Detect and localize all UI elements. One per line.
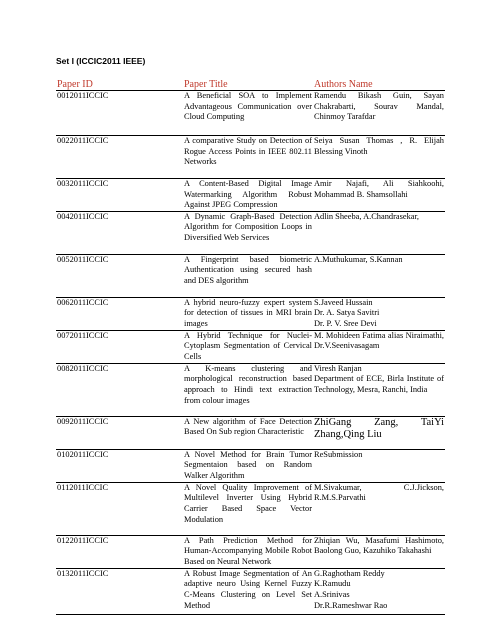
- authors-cell: [313, 211, 445, 254]
- paper-title-cell: A Hybrid Technique for Nuclei-Cytoplasm Segmentation of Cervical Cells: [183, 330, 313, 363]
- author-line: Dr. P. V. Sree Devi: [314, 318, 377, 328]
- authors-cell: [313, 254, 445, 297]
- paper-id-cell: 0102011ICCIC: [56, 449, 183, 482]
- table-row: [56, 330, 445, 363]
- paper-id-cell: 0122011ICCIC: [56, 535, 183, 568]
- author-line: Zhiqian Wu, Masafumi Hashimoto, Baolong Guo, Kazuhiko Takahashi: [314, 535, 444, 556]
- author-line: Viresh Ranjan: [314, 363, 362, 373]
- paper-id-cell: 0092011ICCIC: [56, 416, 183, 449]
- papers-table: [56, 80, 445, 615]
- paper-id-cell: 0112011ICCIC: [56, 482, 183, 535]
- paper-title-cell: A Robust Image Segmentation of An adaptive neuro Using Kernel Fuzzy C-Means Clustering on Level Set Method: [183, 568, 313, 614]
- paper-title-cell: A Beneficial SOA to Implement Advantageous Communication over Cloud Computing: [183, 91, 313, 136]
- author-line: Amir Najafi, Ali Siahkoohi, Mohammad B. Shamsollahi: [314, 179, 444, 199]
- paper-title-cell: A K-means clustering and morphological reconstruction based approach to Hindi text extraction from colour images: [183, 363, 313, 416]
- paper-title-cell: A comparative Study on Detection of Rogue Access Points in IEEE 802.11 Networks: [183, 136, 313, 179]
- paper-title-cell: A hybrid neuro-fuzzy expert system for detection of tissues in MRI brain images: [183, 297, 313, 330]
- paper-title-cell: A New algorithm of Face Detection Based On Sub region Characteristic: [183, 416, 313, 449]
- table-row: [56, 535, 445, 568]
- author-line: Seiya Susan Thomas , R. Elijah Blessing Vinoth: [314, 136, 444, 156]
- table-row: [56, 91, 445, 136]
- authors-cell: [313, 330, 445, 363]
- table-header-row: [56, 80, 445, 91]
- author-line: S.Javeed Hussain: [314, 297, 373, 307]
- table-row: [56, 297, 445, 330]
- table-row: [56, 568, 445, 614]
- table-row: [56, 363, 445, 416]
- paper-id-cell: 0072011ICCIC: [56, 330, 183, 363]
- author-line: Adlin Sheeba, A.Chandrasekar,: [314, 211, 420, 221]
- paper-title-cell: A Path Prediction Method for Human-Accompanying Mobile Robot Based on Neural Network: [183, 535, 313, 568]
- author-line: M. Mohideen Fatima alias Niraimathi, Dr.V.Seenivasagam: [314, 330, 444, 351]
- author-line: G.Raghotham Reddy: [314, 568, 385, 578]
- paper-id-cell: 0082011ICCIC: [56, 363, 183, 416]
- authors-cell: [313, 297, 445, 330]
- paper-id-cell: 0022011ICCIC: [56, 136, 183, 179]
- table-row: [56, 211, 445, 254]
- authors-cell: [313, 179, 445, 212]
- paper-title-cell: A Dynamic Graph-Based Detection Algorithm for Composition Loops in Diversified Web Services: [183, 211, 313, 254]
- authors-cell: [313, 136, 445, 179]
- table-row: [56, 136, 445, 179]
- author-line: Ramendu Bikash Guin, Sayan Chakrabarti, Sourav Mandal, Chinmoy Tarafdar: [314, 91, 444, 122]
- author-line: ReSubmission: [314, 449, 363, 459]
- set-title: Set I (ICCIC2011 IEEE): [56, 56, 146, 66]
- paper-id-cell: 0052011ICCIC: [56, 254, 183, 297]
- author-line: ZhiGang Zang, TaiYi Zhang,Qing Liu: [314, 416, 444, 440]
- paper-id-cell: 0062011ICCIC: [56, 297, 183, 330]
- header-authors: Authors Name: [313, 80, 445, 91]
- author-line: Dr. A. Satya Savitri: [314, 308, 380, 318]
- author-line: A.Muthukumar, S.Kannan: [314, 254, 403, 264]
- paper-title-cell: A Content-Based Digital Image Watermarking Algorithm Robust Against JPEG Compression: [183, 179, 313, 212]
- paper-title-cell: A Fingerprint based biometric Authentication using secured hash and DES algorithm: [183, 254, 313, 297]
- table-row: [56, 482, 445, 535]
- paper-title-cell: A Novel Method for Brain Tumor Segmentaion based on Random Walker Algorithm: [183, 449, 313, 482]
- author-line: Department of ECE, Birla Institute of Technology, Mesra, Ranchi, India: [314, 374, 444, 394]
- authors-cell: [313, 535, 445, 568]
- authors-cell: [313, 91, 445, 136]
- paper-id-cell: 0032011ICCIC: [56, 179, 183, 212]
- author-line: Dr.R.Rameshwar Rao: [314, 600, 388, 610]
- header-paper-title: Paper Title: [183, 80, 313, 91]
- author-line: K.Ramudu: [314, 579, 351, 589]
- authors-cell: [313, 416, 445, 449]
- table-row: [56, 179, 445, 212]
- paper-id-cell: 0012011ICCIC: [56, 91, 183, 136]
- author-line: M.Sivakumar, C.J.Jickson, R.M.S.Parvathi: [314, 482, 444, 503]
- table-row: [56, 449, 445, 482]
- paper-id-cell: 0132011ICCIC: [56, 568, 183, 614]
- authors-cell: [313, 363, 445, 416]
- paper-id-cell: 0042011ICCIC: [56, 211, 183, 254]
- authors-cell: [313, 482, 445, 535]
- table-row: [56, 254, 445, 297]
- authors-cell: [313, 568, 445, 614]
- header-paper-id: Paper ID: [56, 80, 183, 91]
- authors-cell: [313, 449, 445, 482]
- table-row: [56, 416, 445, 449]
- paper-title-cell: A Novel Quality Improvement of Multilevel Inverter Using Hybrid Carrier Based Space Vector Modulation: [183, 482, 313, 535]
- author-line: A.Srinivas: [314, 589, 350, 599]
